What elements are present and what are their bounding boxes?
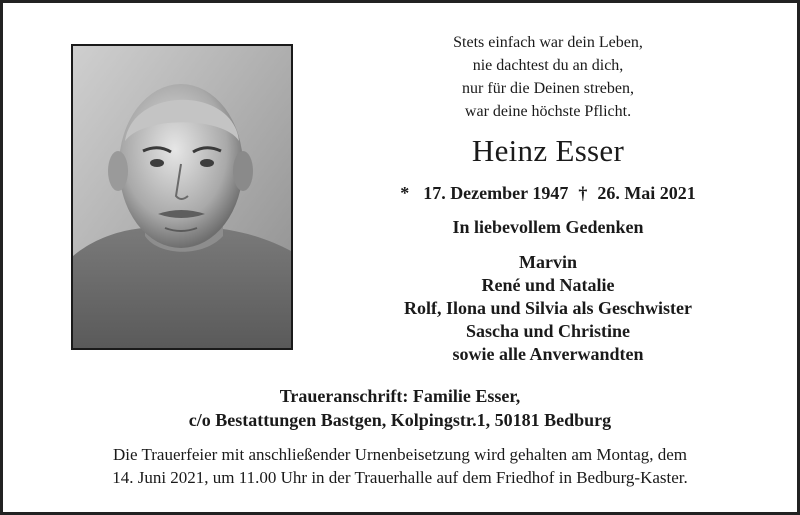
portrait-image xyxy=(73,46,291,348)
address-line: c/o Bestattungen Bastgen, Kolpingstr.1, 50181 Bedburg xyxy=(188,410,612,430)
mourner: Marvin xyxy=(519,252,577,272)
poem-line: war deine höchste Pflicht. xyxy=(464,103,632,120)
poem-line: nie dachtest du an dich, xyxy=(472,57,624,74)
life-dates xyxy=(313,181,783,205)
poem-line: Stets einfach war dein Leben, xyxy=(453,34,643,51)
mourner: Sascha und Christine xyxy=(465,321,631,341)
memory-line: In liebevollem Gedenken xyxy=(452,217,644,237)
mourner: sowie alle Anverwandten xyxy=(452,344,644,364)
poem xyxy=(313,31,783,123)
mourner: René und Natalie xyxy=(481,275,615,295)
mourning-address xyxy=(3,384,797,432)
cross-icon: † xyxy=(578,183,588,203)
address-line: Traueranschrift: Familie Esser, xyxy=(279,386,521,406)
portrait-photo xyxy=(71,44,293,350)
mourner: Rolf, Ilona und Silvia als Geschwister xyxy=(403,298,693,318)
death-date: 26. Mai 2021 xyxy=(597,183,696,203)
text-column xyxy=(313,31,783,366)
deceased-name: Heinz Esser xyxy=(471,133,625,168)
ceremony-notice xyxy=(33,443,767,489)
born-symbol: * xyxy=(400,183,410,203)
ceremony-line: 14. Juni 2021, um 11.00 Uhr in der Trauerhalle auf dem Friedhof in Bedburg-Kaster. xyxy=(112,468,688,487)
ceremony-line: Die Trauerfeier mit anschließender Urnenbeisetzung wird gehalten am Montag, dem xyxy=(112,445,688,464)
poem-line: nur für die Deinen streben, xyxy=(462,80,634,97)
mourners-list xyxy=(313,251,783,366)
birth-date: 17. Dezember 1947 xyxy=(423,183,569,203)
